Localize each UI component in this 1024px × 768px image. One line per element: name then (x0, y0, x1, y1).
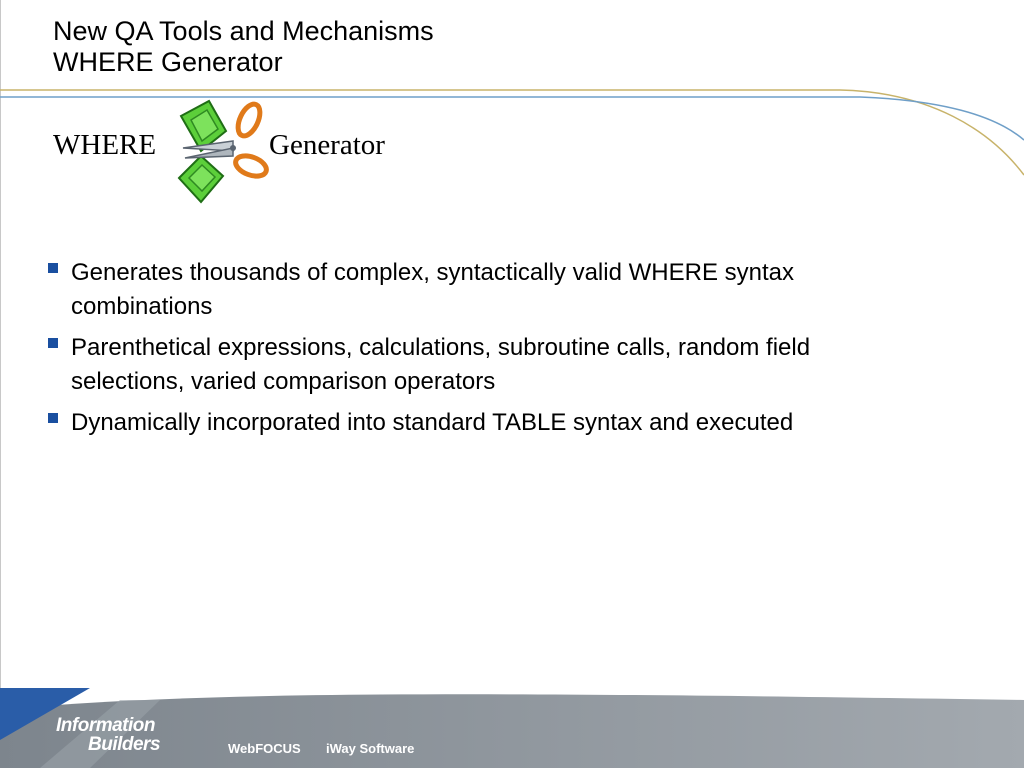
bullet-square-icon (48, 263, 58, 273)
title-line-2: WHERE Generator (53, 47, 283, 77)
brand-line-2: Builders (88, 734, 161, 755)
footer-product-webfocus: WebFOCUS (228, 741, 301, 756)
bullet-item (46, 406, 826, 440)
information-builders-logo (56, 716, 160, 754)
brand-line-1: Information (56, 715, 155, 736)
logo-left-word: WHERE (53, 129, 157, 161)
title-line-1: New QA Tools and Mechanisms (53, 16, 434, 46)
bullet-text: Generates thousands of complex, syntactically valid WHERE syntax combinations (71, 259, 794, 320)
bullet-list (46, 256, 826, 447)
bullet-text: Parenthetical expressions, calculations, subroutine calls, random field selections, varied comparison operators (71, 334, 811, 395)
bullet-item (46, 331, 826, 399)
bullet-text: Dynamically incorporated into standard TABLE syntax and executed (71, 409, 794, 436)
bullet-square-icon (48, 413, 58, 423)
footer-product-iway: iWay Software (326, 741, 415, 756)
slide-title (53, 16, 434, 78)
bullet-item (46, 256, 826, 324)
bullet-square-icon (48, 338, 58, 348)
scissors-cutting-paper-icon (171, 96, 271, 206)
logo-right-word: Generator (269, 129, 385, 161)
where-generator-logo (53, 96, 433, 208)
